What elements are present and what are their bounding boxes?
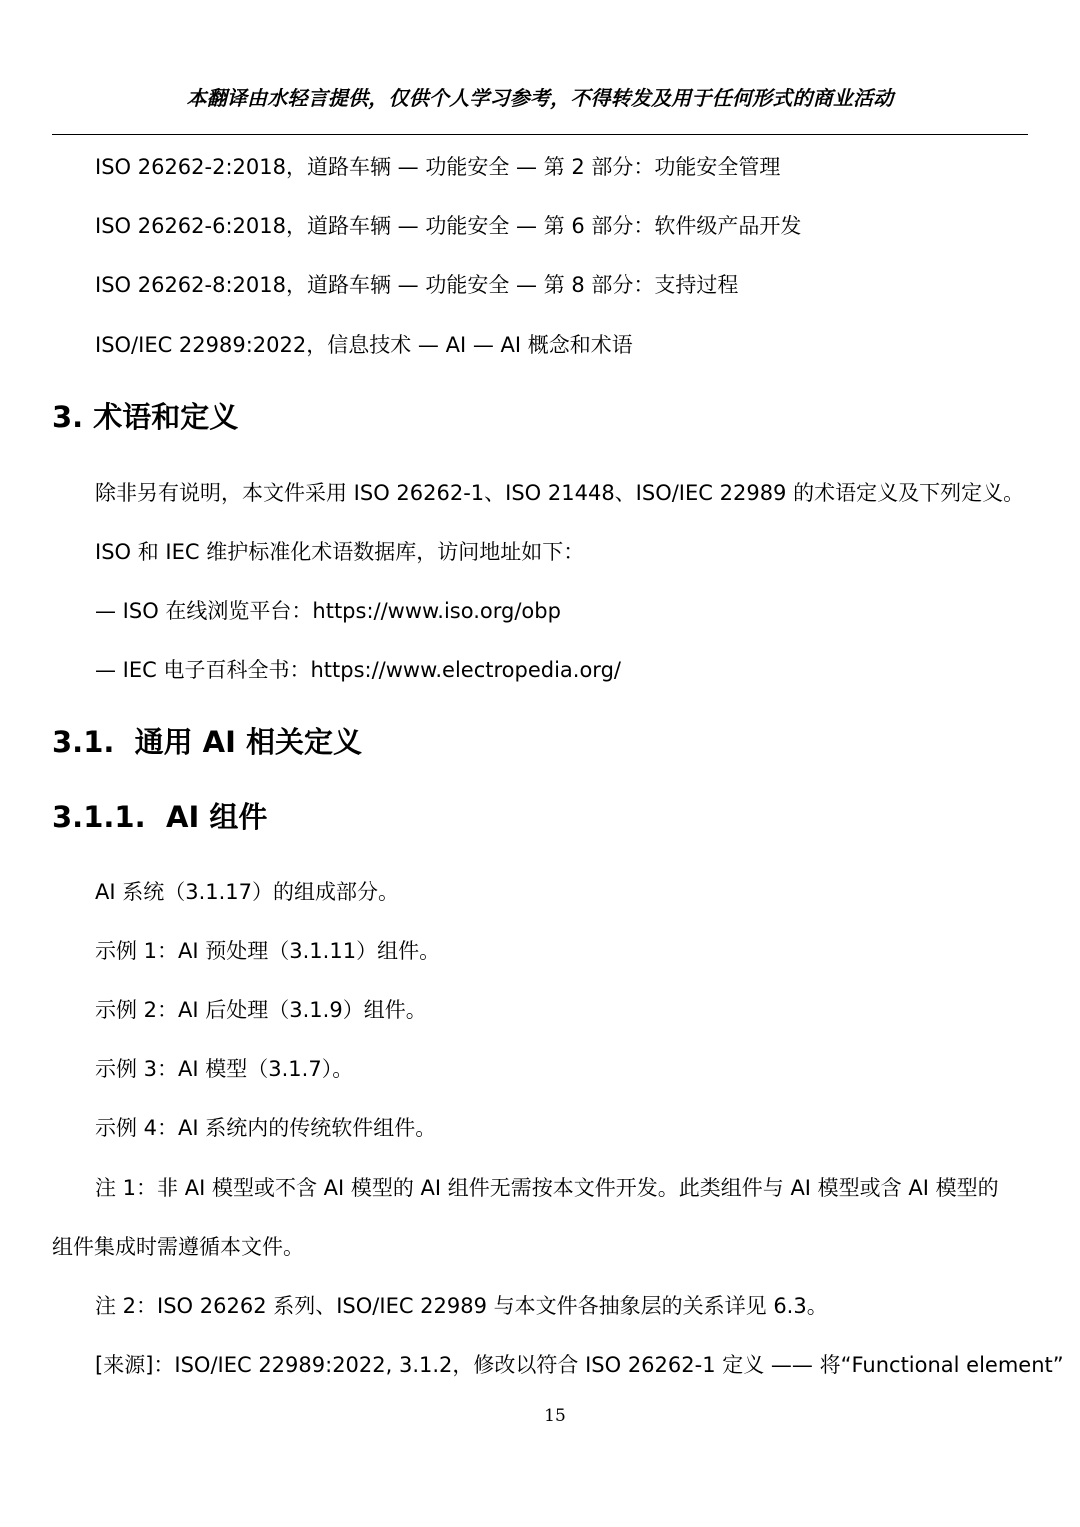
section-3-1-1-title: AI 组件 xyxy=(166,800,268,834)
example-4: 示例 4：AI 系统内的传统软件组件。 xyxy=(95,1116,437,1140)
iec-electropedia-link: — IEC 电子百科全书：https://www.electropedia.org/ xyxy=(95,658,621,682)
copyright-notice-header: 本翻译由水轻言提供，仅供个人学习参考，不得转发及用于任何形式的商业活动 xyxy=(186,86,894,110)
terminology-database-intro: ISO 和 IEC 维护标准化术语数据库，访问地址如下： xyxy=(95,540,585,564)
example-2: 示例 2：AI 后处理（3.1.9）组件。 xyxy=(95,998,427,1022)
section-3-heading: 3. 术语和定义 xyxy=(52,400,239,434)
note-2: 注 2：ISO 26262 系列、ISO/IEC 22989 与本文件各抽象层的关系详见 6.3。 xyxy=(95,1294,828,1318)
ai-component-definition: AI 系统（3.1.17）的组成部分。 xyxy=(95,880,400,904)
note-1-line-1: 注 1：非 AI 模型或不含 AI 模型的 AI 组件无需按本文件开发。此类组件与 AI 模型或含 AI 模型的 xyxy=(95,1176,999,1200)
section-3-intro: 除非另有说明，本文件采用 ISO 26262-1、ISO 21448、ISO/IEC 22989 的术语定义及下列定义。 xyxy=(95,481,1025,505)
source-citation: [来源]：ISO/IEC 22989:2022, 3.1.2，修改以符合 ISO 26262-1 定义 —— 将“Functional element” xyxy=(95,1353,1064,1377)
reference-iso26262-8: ISO 26262-8:2018，道路车辆 — 功能安全 — 第 8 部分：支持过程 xyxy=(95,273,739,297)
section-3-1-1-heading xyxy=(52,798,267,836)
note-1-line-2: 组件集成时需遵循本文件。 xyxy=(52,1235,304,1259)
example-3: 示例 3：AI 模型（3.1.7）。 xyxy=(95,1057,354,1081)
reference-iso26262-6: ISO 26262-6:2018，道路车辆 — 功能安全 — 第 6 部分：软件级产品开发 xyxy=(95,214,802,238)
reference-iso-iec-22989: ISO/IEC 22989:2022，信息技术 — AI — AI 概念和术语 xyxy=(95,333,633,357)
reference-iso26262-2: ISO 26262-2:2018，道路车辆 — 功能安全 — 第 2 部分：功能安全管理 xyxy=(95,155,781,179)
example-1: 示例 1：AI 预处理（3.1.11）组件。 xyxy=(95,939,441,963)
header-divider xyxy=(52,134,1028,135)
section-3-1-heading: 3.1. 通用 AI 相关定义 xyxy=(52,725,363,759)
page-number: 15 xyxy=(544,1406,566,1426)
section-3-1-1-number: 3.1.1. xyxy=(52,800,146,834)
iso-obp-link: — ISO 在线浏览平台：https://www.iso.org/obp xyxy=(95,599,561,623)
